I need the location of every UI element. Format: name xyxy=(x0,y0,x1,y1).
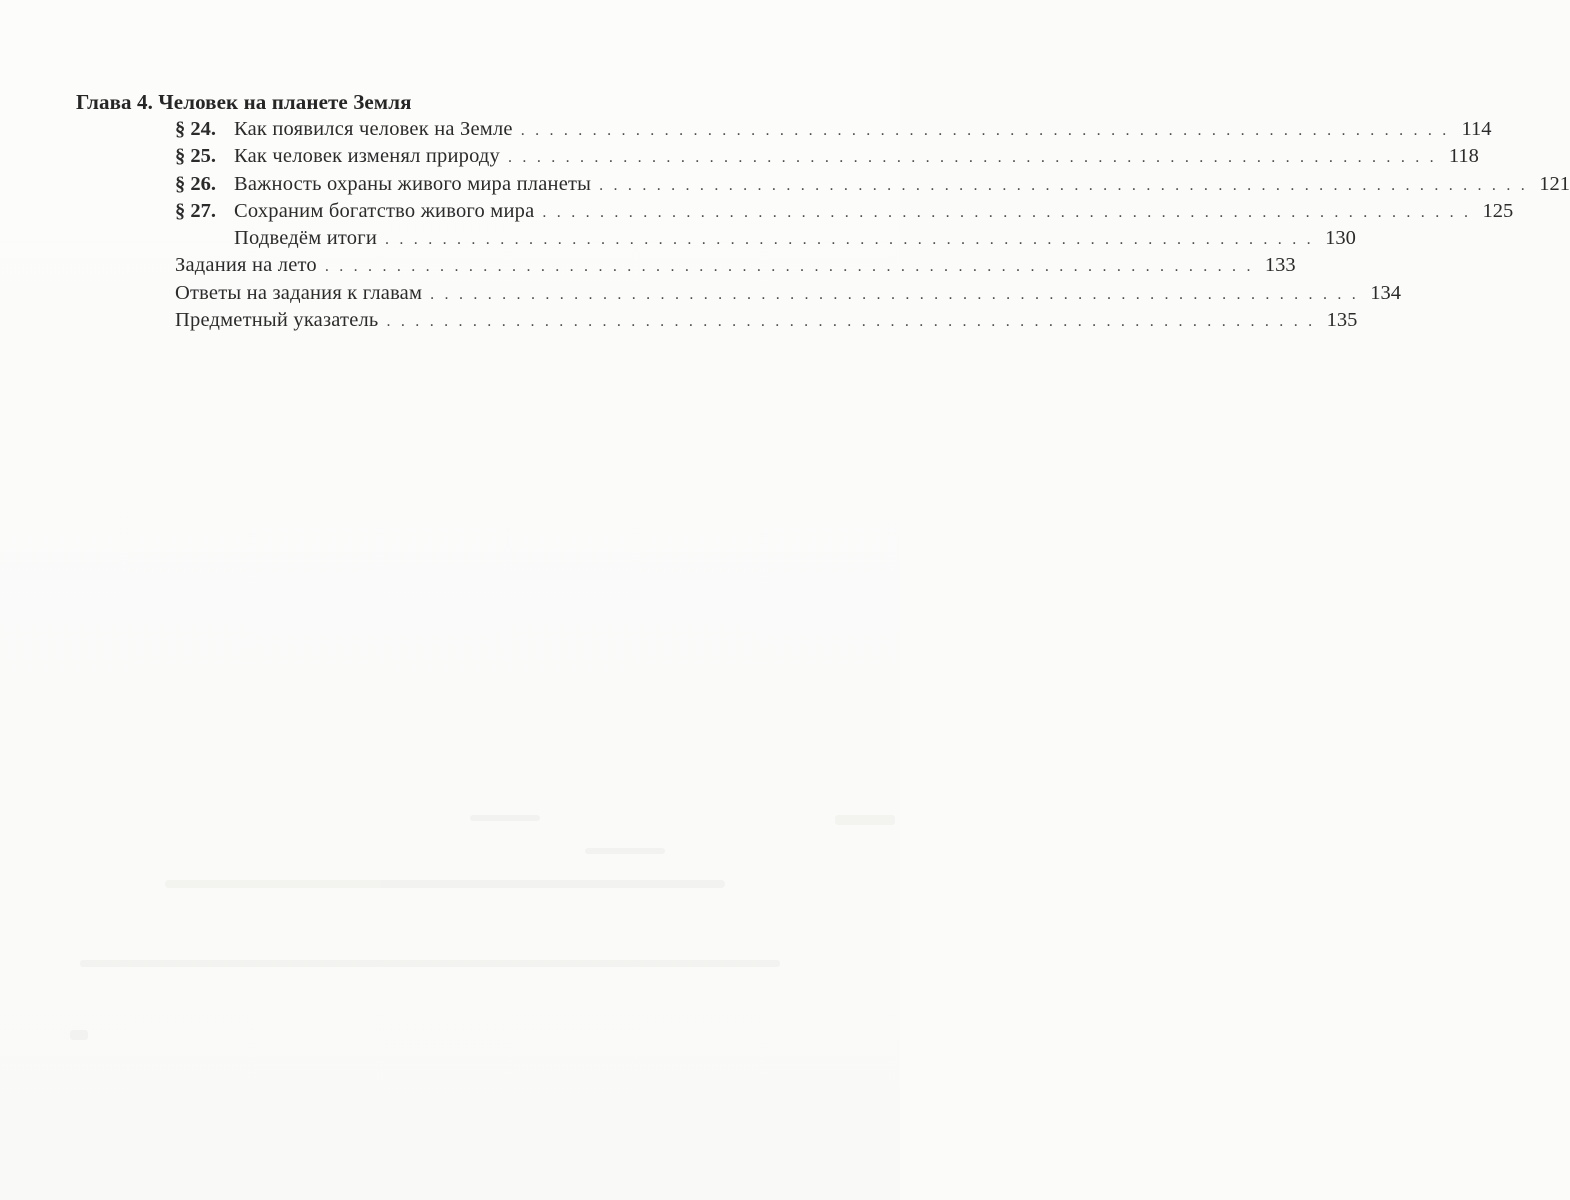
summary-title: Подведём итоги xyxy=(234,227,377,250)
page-number: 118 xyxy=(1448,145,1479,168)
toc-entry-section-25[interactable] xyxy=(76,143,1479,170)
entry-title: Задания на лето xyxy=(175,254,317,277)
page-number: 133 xyxy=(1264,254,1296,277)
toc-entry-summary[interactable] xyxy=(76,225,1356,252)
section-number: § 25. xyxy=(175,145,216,168)
leader-dots: . . . . . . . . . . . . . . . . . . . . . . . . . . . . . . . . . . . . . . . . . . . . . . . . . . . . . . . . . . . . . . . . . xyxy=(324,258,1254,276)
leader-dots: . . . . . . . . . . . . . . . . . . . . . . . . . . . . . . . . . . . . . . . . . . . . . . . . . . . . . . . . . . . . . . . . . xyxy=(542,203,1472,221)
chapter-heading: Глава 4. Человек на планете Земля xyxy=(76,90,412,114)
page-number: 114 xyxy=(1461,118,1492,140)
leader-dots: . . . . . . . . . . . . . . . . . . . . . . . . . . . . . . . . . . . . . . . . . . . . . . . . . . . . . . . . . . . . . . . . . xyxy=(386,313,1316,331)
leader-dots: . . . . . . . . . . . . . . . . . . . . . . . . . . . . . . . . . . . . . . . . . . . . . . . . . . . . . . . . . . . . . . . . . xyxy=(520,122,1450,139)
section-number: § 27. xyxy=(175,199,216,222)
toc-entry-answers[interactable] xyxy=(76,280,1401,307)
toc-entry-section-27[interactable] xyxy=(76,198,1514,225)
section-title: Как появился человек на Земле xyxy=(234,118,513,140)
entry-title: Предметный указатель xyxy=(175,309,379,332)
section-number: § 24. xyxy=(175,118,216,140)
page-number: 125 xyxy=(1482,199,1514,222)
page-number: 134 xyxy=(1370,281,1401,304)
table-of-contents xyxy=(76,88,1570,334)
toc-entry-summer-tasks[interactable] xyxy=(76,252,1296,279)
section-title: Как человек изменял природу xyxy=(234,145,501,168)
section-number: § 26. xyxy=(175,172,216,195)
leader-dots: . . . . . . . . . . . . . . . . . . . . . . . . . . . . . . . . . . . . . . . . . . . . . . . . . . . . . . . . . . . . . . . . . xyxy=(385,231,1314,249)
leader-dots: . . . . . . . . . . . . . . . . . . . . . . . . . . . . . . . . . . . . . . . . . . . . . . . . . . . . . . . . . . . . . . . . . xyxy=(430,285,1359,303)
page-number: 130 xyxy=(1325,227,1356,250)
leader-dots: . . . . . . . . . . . . . . . . . . . . . . . . . . . . . . . . . . . . . . . . . . . . . . . . . . . . . . . . . . . . . . . . . xyxy=(508,149,1437,167)
section-title: Важность охраны живого мира планеты xyxy=(234,172,592,195)
page-number: 135 xyxy=(1326,309,1358,332)
section-title: Сохраним богатство живого мира xyxy=(234,199,535,222)
toc-entry-section-26[interactable] xyxy=(76,171,1570,198)
toc-entry-section-24[interactable] xyxy=(76,116,1492,143)
page-number: 121 xyxy=(1539,172,1570,195)
leader-dots: . . . . . . . . . . . . . . . . . . . . . . . . . . . . . . . . . . . . . . . . . . . . . . . . . . . . . . . . . . . . . . . . . xyxy=(599,176,1528,194)
entry-title: Ответы на задания к главам xyxy=(175,281,423,304)
toc-entry-subject-index[interactable] xyxy=(76,307,1358,334)
